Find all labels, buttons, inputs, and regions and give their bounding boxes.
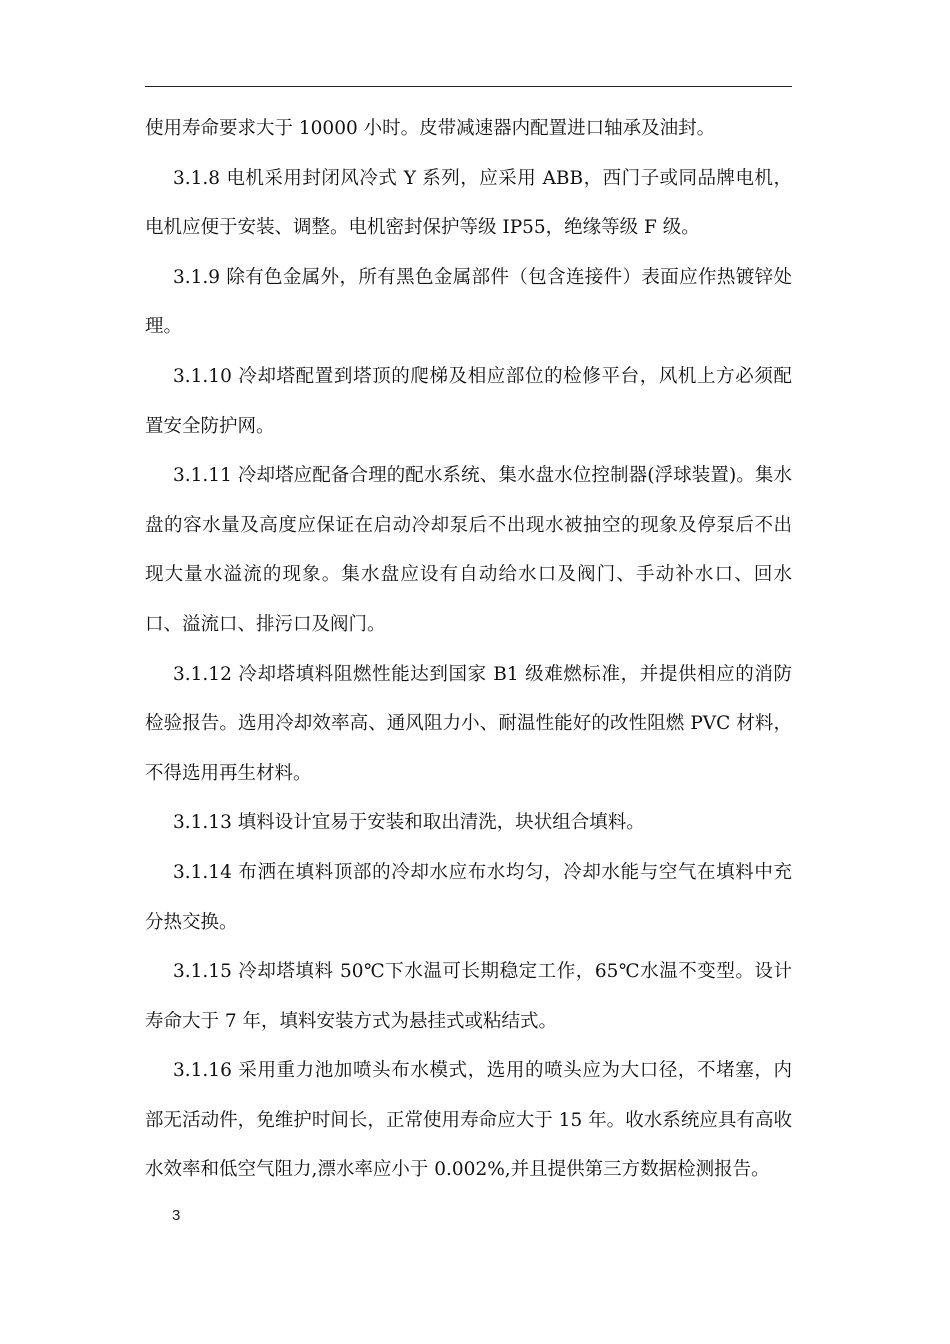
paragraph-service-life: 使用寿命要求大于 10000 小时。皮带减速器内配置进口轴承及油封。	[145, 118, 716, 139]
paragraph-3-1-13: 3.1.13 填料设计宜易于安装和取出清洗，块状组合填料。	[173, 812, 645, 834]
paragraph-3-1-9: 3.1.9 除有色金属外，所有黑色金属部件（包含连接件）表面应作热镀锌处理。	[145, 266, 792, 338]
header-rule	[145, 86, 792, 87]
paragraph-3-1-10: 3.1.10 冷却塔配置到塔顶的爬梯及相应部位的检修平台，风机上方必须配置安全防护网。	[145, 365, 792, 437]
paragraph-3-1-12: 3.1.12 冷却塔填料阻燃性能达到国家 B1 级难燃标准，并提供相应的消防检验报告。选用冷却效率高、通风阻力小、耐温性能好的改性阻燃 PVC 材料，不得选用再生材料。	[145, 663, 792, 784]
paragraph-3-1-8: 3.1.8 电机采用封闭风冷式 Y 系列，应采用 ABB，西门子或同品牌电机，电机应便于安装、调整。电机密封保护等级 IP55，绝缘等级 F 级。	[145, 167, 792, 239]
document-body	[145, 104, 792, 1195]
paragraph-3-1-16: 3.1.16 采用重力池加喷头布水模式，选用的喷头应为大口径，不堵塞，内部无活动件，免维护时间长，正常使用寿命应大于 15 年。收水系统应具有高收水效率和低空气阻力,漂水率应小于 0.002%,并且提供第三方数据检测报告。	[145, 1060, 792, 1181]
paragraph-3-1-15: 3.1.15 冷却塔填料 50℃下水温可长期稳定工作，65℃水温不变型。设计寿命大于 7 年，填料安装方式为悬挂式或粘结式。	[145, 961, 792, 1032]
paragraph-3-1-11: 3.1.11 冷却塔应配备合理的配水系统、集水盘水位控制器(浮球装置)。集水盘的容水量及高度应保证在启动冷却泵后不出现水被抽空的现象及停泵后不出现大量水溢流的现象。集水盘应设有自动给水口及阀门、手动补水口、回水口、溢流口、排污口及阀门。	[145, 465, 792, 635]
page-number: 3	[172, 1207, 181, 1224]
paragraph-3-1-14: 3.1.14 布洒在填料顶部的冷却水应布水均匀，冷却水能与空气在填料中充分热交换。	[145, 861, 792, 933]
